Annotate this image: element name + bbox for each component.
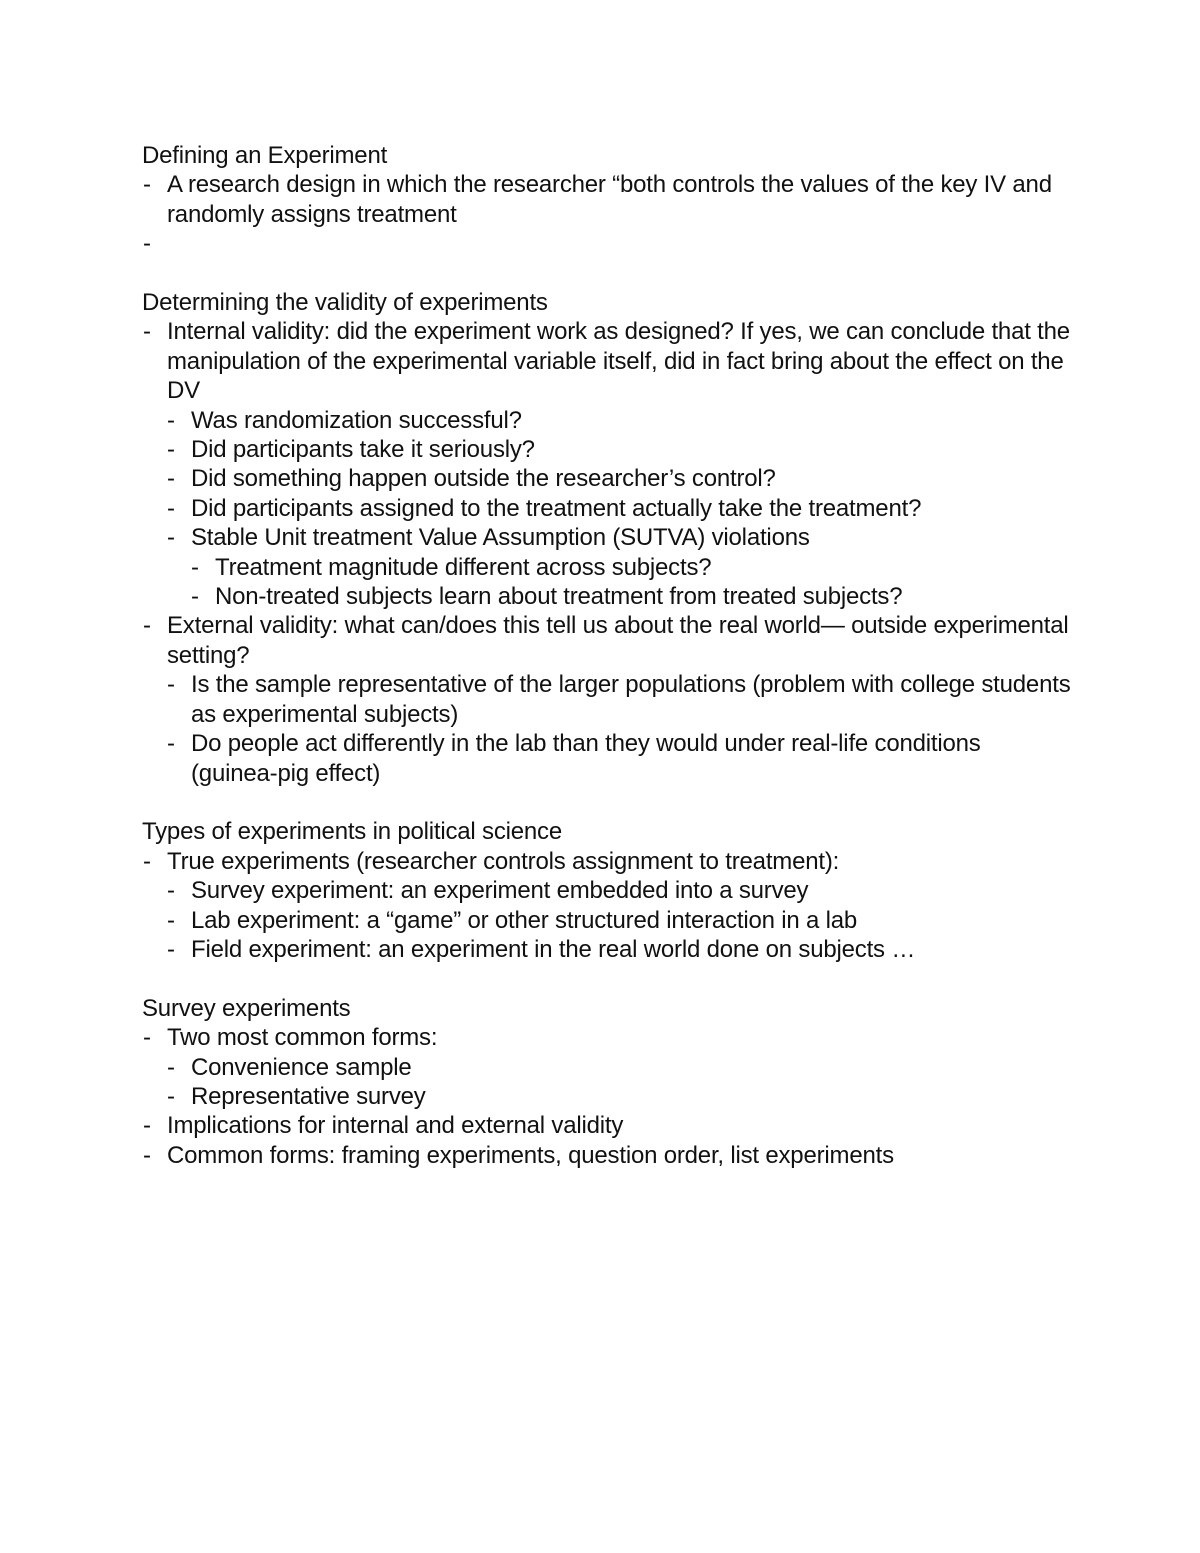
list-item: - Do people act differently in the lab than they would under real-life conditions (guinea-pig effect) bbox=[166, 729, 1072, 788]
section-heading: Determining the validity of experiments bbox=[142, 289, 548, 316]
list-item: - Field experiment: an experiment in the real world done on subjects … bbox=[166, 935, 1072, 964]
list-item-empty bbox=[142, 229, 1072, 258]
bullet-list bbox=[142, 170, 1072, 258]
list-item: - Did participants assigned to the treatment actually take the treatment? bbox=[166, 494, 1072, 523]
list-item: - Was randomization successful? bbox=[166, 406, 1072, 435]
section-heading: Defining an Experiment bbox=[142, 142, 388, 169]
list-item-external-validity: - External validity: what can/does this tell us about the real world— outside experimental setting? bbox=[142, 611, 1072, 670]
bullet-list bbox=[142, 1023, 1072, 1170]
list-item-true-experiments: - True experiments (researcher controls assignment to treatment): bbox=[142, 847, 1072, 876]
list-item: - Did something happen outside the researcher’s control? bbox=[166, 464, 1072, 493]
section-heading: Types of experiments in political science bbox=[142, 818, 563, 846]
list-item-sutva: - Stable Unit treatment Value Assumption (SUTVA) violations bbox=[166, 523, 1072, 552]
list-item: - Implications for internal and external validity bbox=[142, 1111, 1072, 1140]
list-item: - Survey experiment: an experiment embedded into a survey bbox=[166, 876, 1072, 905]
document-body bbox=[142, 141, 1072, 1170]
bullet-list bbox=[142, 317, 1072, 788]
list-item: - Is the sample representative of the larger populations (problem with college students as experimental subjects) bbox=[166, 670, 1072, 729]
section-heading: Survey experiments bbox=[142, 994, 351, 1022]
section-defining-an-experiment bbox=[142, 141, 1072, 259]
list-item: - Lab experiment: a “game” or other structured interaction in a lab bbox=[166, 906, 1072, 935]
bullet-list bbox=[142, 847, 1072, 965]
list-item: - Common forms: framing experiments, question order, list experiments bbox=[142, 1141, 1072, 1170]
list-item: - A research design in which the researcher “both controls the values of the key IV and randomly assigns treatment bbox=[142, 170, 1072, 229]
list-item: - Did participants take it seriously? bbox=[166, 435, 1072, 464]
list-item: - Representative survey bbox=[166, 1082, 1072, 1111]
list-item-internal-validity: - Internal validity: did the experiment work as designed? If yes, we can conclude that the manipulation of the experimental variable itself, did in fact bring about the effect on the DV bbox=[142, 317, 1072, 405]
list-item: - Non-treated subjects learn about treatment from treated subjects? bbox=[190, 582, 1072, 611]
section-survey-experiments bbox=[142, 994, 1072, 1170]
section-determining-validity bbox=[142, 288, 1072, 788]
list-item-common-forms: - Two most common forms: bbox=[142, 1023, 1072, 1052]
section-types-of-experiments bbox=[142, 817, 1072, 964]
list-item: - Convenience sample bbox=[166, 1053, 1072, 1082]
list-item: - Treatment magnitude different across subjects? bbox=[190, 553, 1072, 582]
